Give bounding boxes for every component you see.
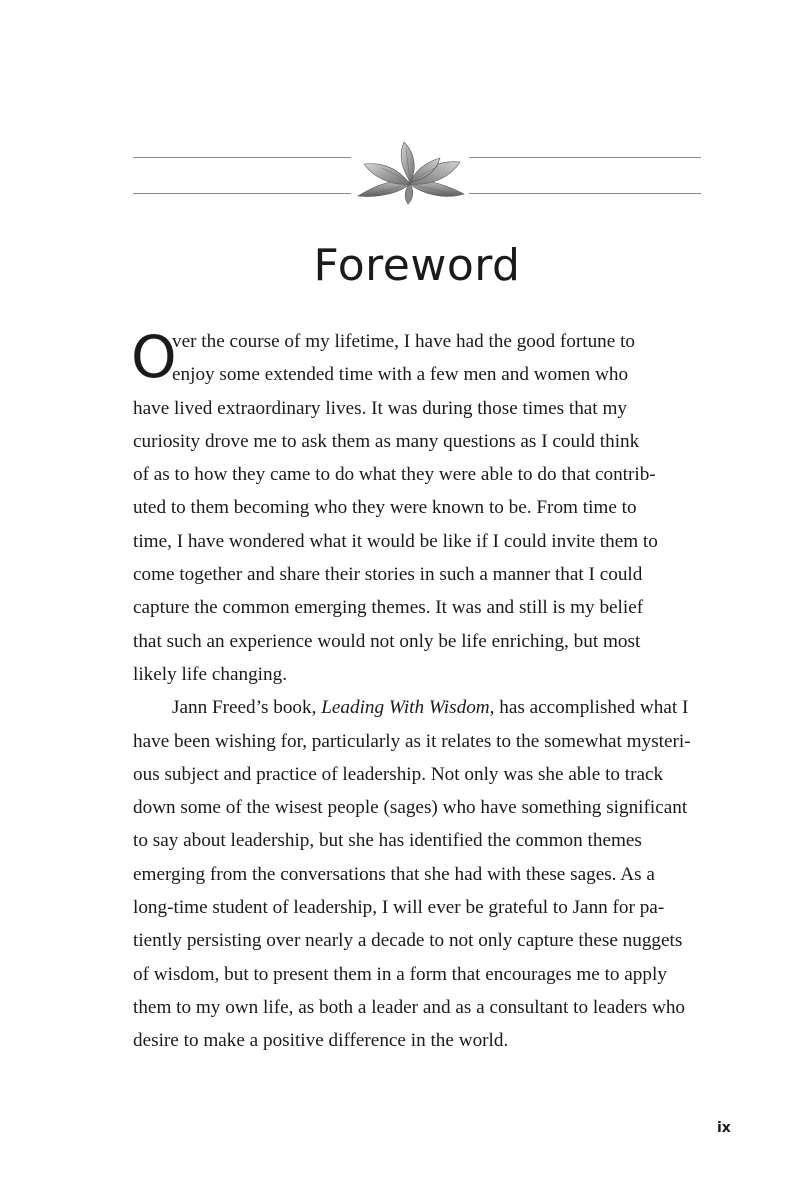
text-line: that such an experience would not only be life enriching, but most bbox=[133, 630, 641, 652]
text-line: desire to make a positive difference in the world. bbox=[133, 1030, 509, 1052]
line-text: , has accomplished what I bbox=[489, 697, 689, 719]
text-line: to say about leadership, but she has identified the common themes bbox=[133, 830, 642, 852]
foreword-body bbox=[133, 325, 703, 1058]
text-line: them to my own life, as both a leader and as a consultant to leaders who bbox=[133, 996, 686, 1018]
text-line: down some of the wisest people (sages) who have something significant bbox=[133, 797, 688, 819]
ornament-rule-bottom-left bbox=[133, 193, 351, 194]
drop-cap: O bbox=[131, 323, 177, 391]
paragraph-1 bbox=[133, 325, 703, 691]
text-line: uted to them becoming who they were known to be. From time to bbox=[133, 497, 637, 519]
text-line: curiosity drove me to ask them as many questions as I could think bbox=[133, 430, 640, 452]
text-line: emerging from the conversations that she had with these sages. As a bbox=[133, 863, 655, 885]
ornament-rule-top-right bbox=[469, 157, 701, 158]
text-line: enjoy some extended time with a few men and women who bbox=[172, 364, 629, 386]
text-line: come together and share their stories in such a manner that I could bbox=[133, 564, 643, 586]
text-line: have lived extraordinary lives. It was during those times that my bbox=[133, 397, 627, 419]
text-line: ous subject and practice of leadership. Not only was she able to track bbox=[133, 763, 664, 785]
book-title: Leading With Wisdom bbox=[321, 697, 490, 719]
paragraph-2 bbox=[133, 691, 703, 1057]
page-number: ix bbox=[717, 1120, 731, 1136]
line-text: Jann Freed’s book, bbox=[172, 697, 322, 719]
chapter-title: Foreword bbox=[313, 240, 521, 291]
text-line: capture the common emerging themes. It was and still is my belief bbox=[133, 597, 644, 619]
sage-leaves-icon bbox=[352, 138, 468, 206]
line-text: ver the course of my lifetime, I have had the good fortune to bbox=[172, 331, 636, 352]
ornament-rule-top-left bbox=[133, 157, 351, 158]
text-line: time, I have wondered what it would be like if I could invite them to bbox=[133, 530, 658, 552]
text-line: likely life changing. bbox=[133, 663, 287, 685]
text-line: of wisdom, but to present them in a form that encourages me to apply bbox=[133, 963, 667, 985]
text-line: have been wishing for, particularly as it relates to the somewhat mysteri- bbox=[133, 730, 691, 752]
text-line: long-time student of leadership, I will ever be grateful to Jann for pa- bbox=[133, 897, 665, 919]
text-line bbox=[133, 691, 703, 724]
ornament-rule-bottom-right bbox=[469, 193, 701, 194]
chapter-ornament bbox=[0, 0, 800, 220]
text-line: tiently persisting over nearly a decade to not only capture these nuggets bbox=[133, 930, 683, 952]
text-line: of as to how they came to do what they were able to do that contrib- bbox=[133, 464, 656, 486]
